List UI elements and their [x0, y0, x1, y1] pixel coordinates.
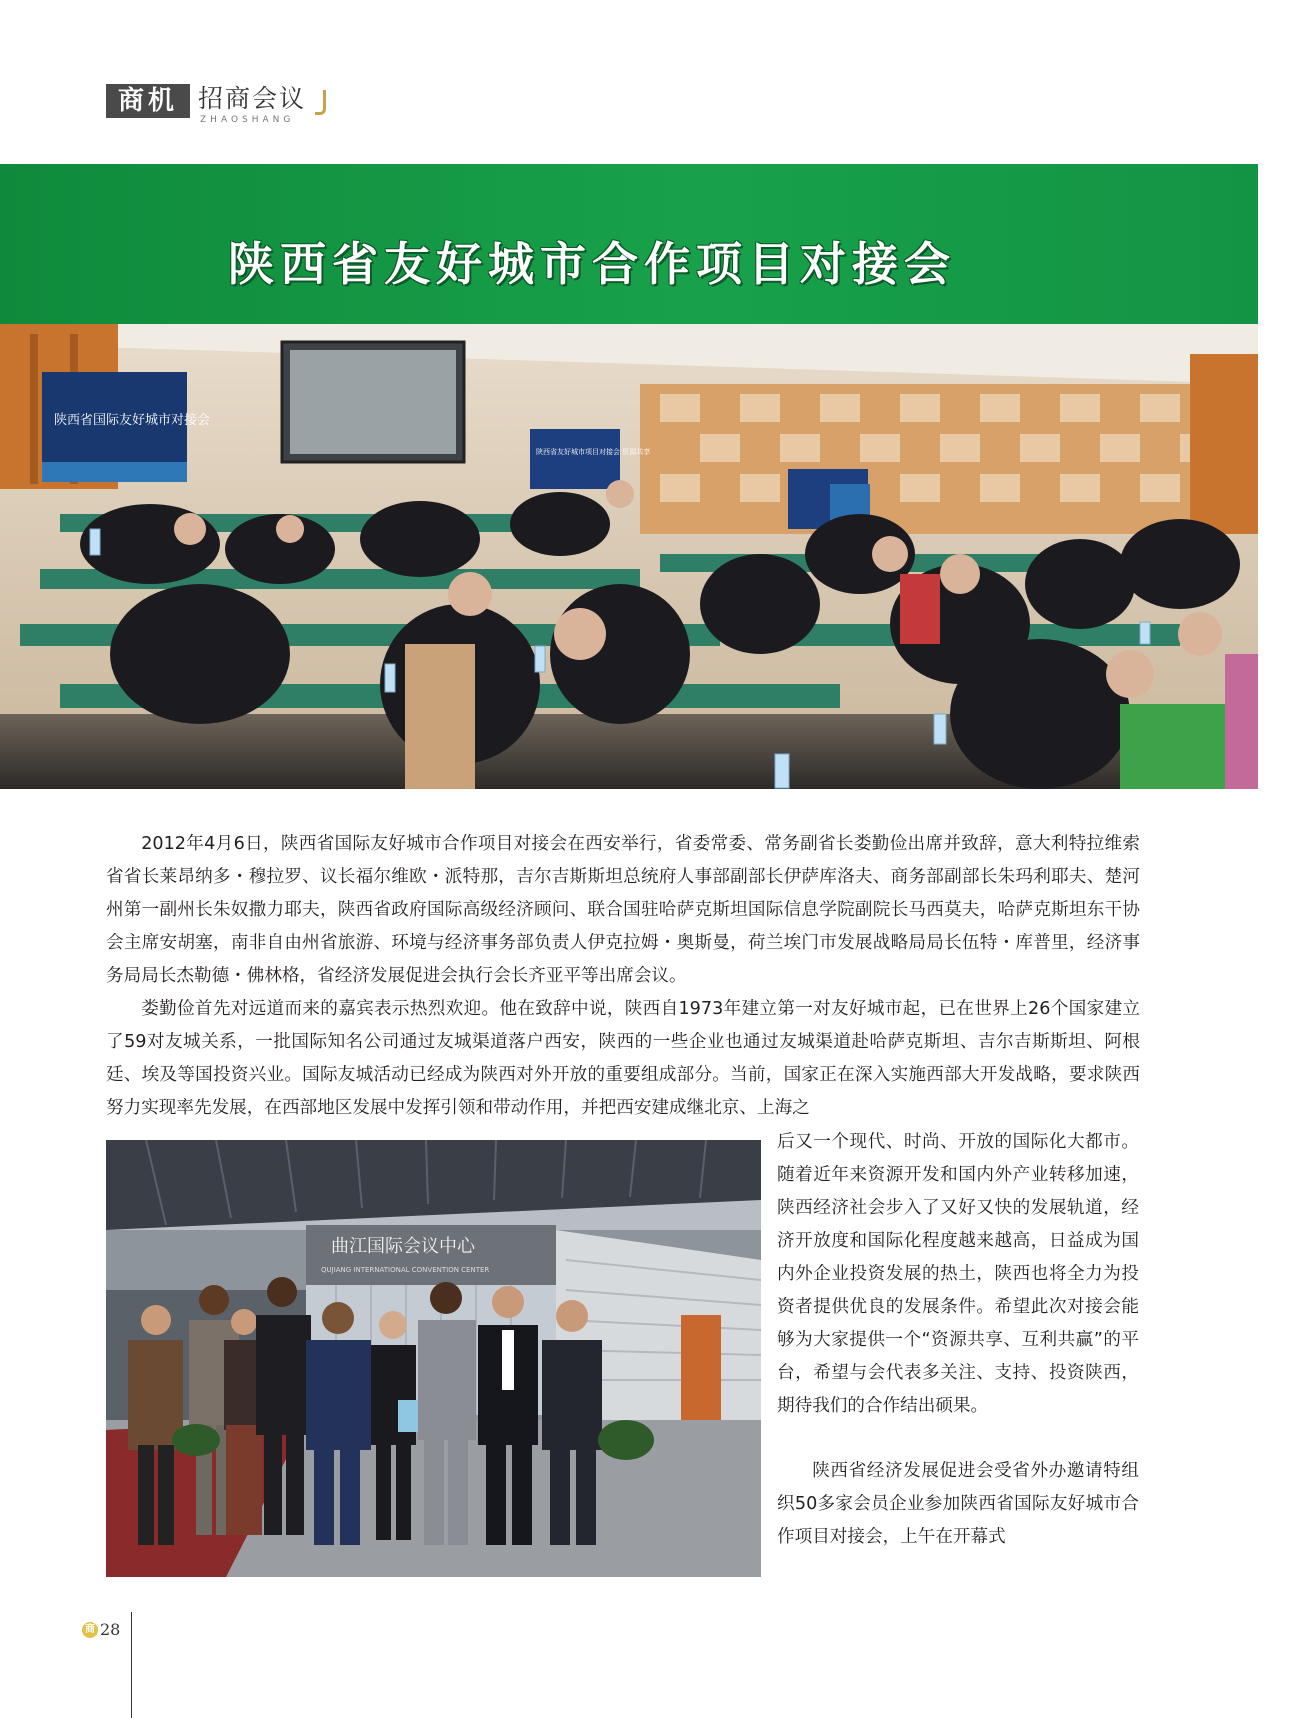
- section-category: [198, 84, 307, 125]
- article-title: 陕西省友好城市合作项目对接会: [228, 237, 956, 291]
- paragraph-2: 娄勤俭首先对远道而来的嘉宾表示热烈欢迎。他在致辞中说，陕西自1973年建立第一对友好城市起，已在世界上26个国家建立了59对友城关系，一批国际知名公司通过友城渠道落户西安，陕西的一些企业也通过友城渠道赴哈萨克斯坦、吉尔吉斯斯坦、阿根廷、埃及等国投资兴业。国际友城活动已经成为陕西对外开放的重要组成部分。当前，国家正在深入实施西部大开发战略，要求陕西努力实现率先发展，在西部地区发展中发挥引领和带动作用，并把西安建成继北京、上海之: [106, 999, 1140, 1118]
- paragraph-3: 后又一个现代、时尚、开放的国际化大都市。随着近年来资源开发和国内外产业转移加速，陕西经济社会步入了又好又快的发展轨道，经济开放度和国际化程度越来越高，日益成为国内外企业投资发展的热土，陕西也将全力为投资者提供优良的发展条件。希望此次对接会能够为大家提供一个“资源共享、互利共赢”的平台，希望与会代表多关注、支持、投资陕西，期待我们的合作结出硕果。: [777, 1132, 1139, 1416]
- building-sign-en: QUJIANG INTERNATIONAL CONVENTION CENTER: [321, 1266, 490, 1274]
- conference-hall-photo: [0, 324, 1258, 789]
- bracket-decoration: [315, 90, 326, 115]
- paragraph-1: 2012年4月6日，陕西省国际友好城市合作项目对接会在西安举行，省委常委、常务副省长娄勤俭出席并致辞，意大利特拉维索省省长莱昂纳多・穆拉罗、议长福尔维欧・派特那，吉尔吉斯斯坦总统府人事部副部长伊萨库洛夫、商务部副部长朱玛利耶夫、楚河州第一副州长朱奴撒力耶夫，陕西省政府国际高级经济顾问、联合国驻哈萨克斯坦国际信息学院副院长马西莫夫，哈萨克斯坦东干协会主席安胡塞，南非自由州省旅游、环境与经济事务部负责人伊克拉姆・奥斯曼，荷兰埃门市发展战略局局长伍特・库普里，经济事务局局长杰勒德・佛林格，省经济发展促进会执行会长齐亚平等出席会议。: [106, 834, 1140, 986]
- section-tag: 商机: [106, 84, 190, 118]
- paragraph-4: 陕西省经济发展促进会受省外办邀请特组织50多家会员企业参加陕西省国际友好城市合作项目对接会，上午在开幕式: [777, 1461, 1139, 1547]
- magazine-logo-icon: 商: [82, 1622, 98, 1638]
- section-header: [106, 84, 307, 125]
- left-board-sign: 陕西省国际友好城市对接会: [54, 413, 211, 428]
- page-number: [82, 1620, 120, 1639]
- right-board-sign: 陕西省友好城市项目对接会 资源共享: [536, 448, 651, 456]
- building-sign: 曲江国际会议中心: [331, 1236, 475, 1257]
- group-photo: [106, 1140, 761, 1577]
- title-banner: [0, 164, 1258, 324]
- footer-rule: [131, 1612, 132, 1718]
- category-label: 招商会议: [198, 84, 307, 113]
- category-pinyin: ZHAOSHANG: [200, 115, 295, 125]
- page-number-text: 28: [100, 1620, 121, 1639]
